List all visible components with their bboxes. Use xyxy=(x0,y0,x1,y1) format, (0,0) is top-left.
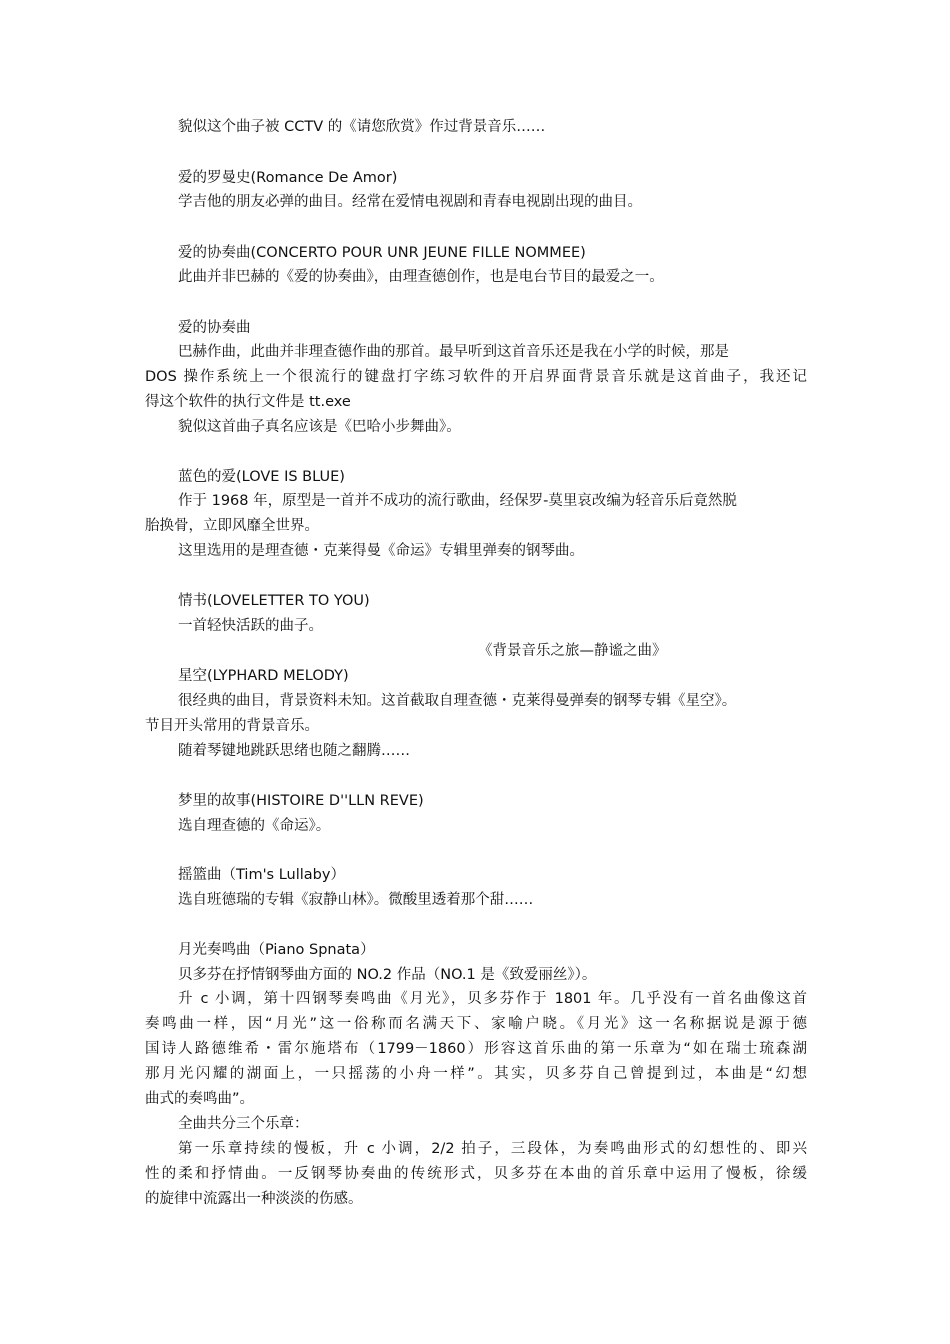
paragraph-line: DOS 操作系统上一个很流行的键盘打字练习软件的开启界面背景音乐就是这首曲子，我还记 xyxy=(145,369,807,385)
paragraph-line: 这里选用的是理查德・克莱得曼《命运》专辑里弹奏的钢琴曲。 xyxy=(178,543,584,559)
paragraph-line: 此曲并非巴赫的《爱的协奏曲》，由理查德创作，也是电台节目的最爱之一。 xyxy=(178,269,664,285)
paragraph-line: 学吉他的朋友必弹的曲目。经常在爱情电视剧和青春电视剧出现的曲目。 xyxy=(178,194,642,210)
section-title-bach-concerto: 爱的协奏曲 xyxy=(178,320,251,336)
paragraph-line: 那月光闪耀的湖面上，一只摇荡的小舟一样”。其实，贝多芬自己曾提到过，本曲是“幻想 xyxy=(145,1066,807,1082)
section-title-love-is-blue: 蓝色的爱(LOVE IS BLUE) xyxy=(178,469,345,485)
paragraph-line: 选自理查德的《命运》。 xyxy=(178,818,331,834)
paragraph-line: 选自班德瑞的专辑《寂静山林》。微酸里透着那个甜…… xyxy=(178,892,534,908)
paragraph-line: 胎换骨，立即风靡全世界。 xyxy=(145,518,319,534)
paragraph-line: 曲式的奏鸣曲”。 xyxy=(145,1091,255,1107)
section-title-histoire: 梦里的故事(HISTOIRE D''LLN REVE) xyxy=(178,793,424,809)
paragraph-line: 全曲共分三个乐章： xyxy=(178,1116,309,1132)
paragraph-line: 升 c 小调，第十四钢琴奏鸣曲《月光》，贝多芬作于 1801 年。几乎没有一首名曲像这首 xyxy=(178,991,807,1007)
paragraph-line: 作于 1968 年，原型是一首并不成功的流行歌曲，经保罗-莫里哀改编为轻音乐后竟然脱 xyxy=(178,493,737,509)
section-title-romance-de-amor: 爱的罗曼史(Romance De Amor) xyxy=(178,170,398,186)
paragraph-line: 奏鸣曲一样，因“月光”这一俗称而名满天下、家喻户晓。《月光》这一名称据说是源于德 xyxy=(145,1016,807,1032)
paragraph-line: 的旋律中流露出一种淡淡的伤感。 xyxy=(145,1191,363,1207)
album-subtitle: 《背景音乐之旅—静谧之曲》 xyxy=(478,643,667,659)
paragraph-line: 国诗人路德维希・雷尔施塔布（1799－1860）形容这首乐曲的第一乐章为“如在瑞士琉森湖 xyxy=(145,1041,807,1057)
paragraph-line: 貌似这首曲子真名应该是《巴哈小步舞曲》。 xyxy=(178,419,461,435)
paragraph-line: 一首轻快活跃的曲子。 xyxy=(178,618,323,634)
paragraph-line: 节目开头常用的背景音乐。 xyxy=(145,718,319,734)
paragraph-line: 得这个软件的执行文件是 tt.exe xyxy=(145,394,351,410)
section-title-loveletter: 情书(LOVELETTER TO YOU) xyxy=(178,593,370,609)
paragraph-line: 第一乐章持续的慢板，升 c 小调，2/2 拍子，三段体，为奏鸣曲形式的幻想性的、即兴 xyxy=(178,1141,807,1157)
section-title-concerto: 爱的协奏曲(CONCERTO POUR UNR JEUNE FILLE NOMMEE) xyxy=(178,245,586,261)
section-title-lullaby: 摇篮曲（Tim's Lullaby） xyxy=(178,867,345,883)
section-title-lyphard-melody: 星空(LYPHARD MELODY) xyxy=(178,668,349,684)
intro-line: 貌似这个曲子被 CCTV 的《请您欣赏》作过背景音乐…… xyxy=(178,119,546,135)
paragraph-line: 巴赫作曲，此曲并非理查德作曲的那首。最早听到这首音乐还是我在小学的时候，那是 xyxy=(178,344,729,360)
paragraph-line: 贝多芬在抒情钢琴曲方面的 NO.2 作品（NO.1 是《致爱丽丝》）。 xyxy=(178,967,597,983)
section-title-moonlight-sonata: 月光奏鸣曲（Piano Spnata） xyxy=(178,942,375,958)
paragraph-line: 很经典的曲目，背景资料未知。这首截取自理查德・克莱得曼弹奏的钢琴专辑《星空》。 xyxy=(178,693,737,709)
paragraph-line: 性的柔和抒情曲。一反钢琴协奏曲的传统形式，贝多芬在本曲的首乐章中运用了慢板，徐缓 xyxy=(145,1166,807,1182)
paragraph-line: 随着琴键地跳跃思绪也随之翻腾…… xyxy=(178,743,410,759)
